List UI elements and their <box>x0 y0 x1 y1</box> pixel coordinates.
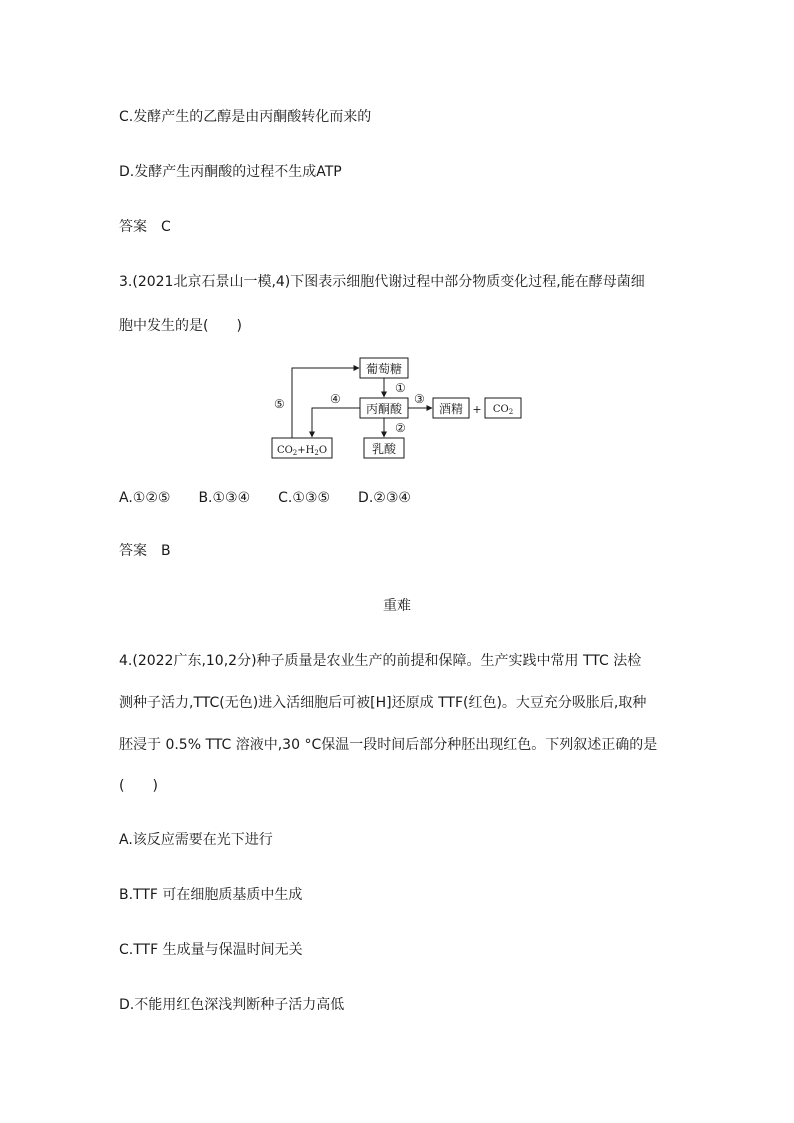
q3-option-c[interactable]: C.①③⑤ <box>278 490 331 506</box>
q4-option-a[interactable]: A.该反应需要在光下进行 <box>119 832 273 848</box>
glucose-label: 葡萄糖 <box>365 362 403 376</box>
q4-option-c[interactable]: C.TTF 生成量与保温时间无关 <box>119 942 303 958</box>
q3-answer <box>119 541 171 561</box>
pyruvate-label: 丙酮酸 <box>365 402 403 416</box>
arrow-step4 <box>312 408 360 437</box>
q3-option-b[interactable]: B.①③④ <box>198 490 251 506</box>
water-co2-label: $CO_2+H_2O$ <box>276 445 328 457</box>
q3-stem-line1: 3.(2021北京石景山一模,4)下图表示细胞代谢过程中部分物质变化过程,能在酵母菌细 <box>119 274 645 290</box>
co2-label: $CO_2$ <box>492 404 514 416</box>
step1-label: ① <box>395 381 406 395</box>
step4-label: ④ <box>330 392 341 406</box>
option-c-prev: C.发酵产生的乙醇是由丙酮酸转化而来的 <box>119 109 372 125</box>
arrow-step5 <box>292 368 359 438</box>
lactic-label: 乳酸 <box>371 442 397 456</box>
q4-stem-line1: 4.(2022广东,10,2分)种子质量是农业生产的前提和保障。生产实践中常用 TTC 法检 <box>119 653 642 669</box>
alcohol-label: 酒精 <box>438 402 464 416</box>
q3-stem-line2: 胞中发生的是( ) <box>119 318 242 334</box>
step5-label: ⑤ <box>274 397 285 411</box>
plus-sign: + <box>472 403 482 416</box>
q4-option-d[interactable]: D.不能用红色深浅判断种子活力高低 <box>119 997 345 1013</box>
q4-option-b[interactable]: B.TTF 可在细胞质基质中生成 <box>119 887 303 903</box>
co2-product-box <box>484 397 524 419</box>
answer-label: 答案 <box>119 219 147 235</box>
q4-stem-line4: ( ) <box>119 778 158 794</box>
step2-label: ② <box>395 421 406 435</box>
answer-value: C <box>161 219 171 235</box>
section-heading: 重难 <box>383 598 411 614</box>
metabolism-diagram <box>262 352 498 464</box>
q3-option-d[interactable]: D.②③④ <box>358 490 411 506</box>
q3-options <box>119 488 411 508</box>
answer-label: 答案 <box>119 543 147 559</box>
q3-option-a[interactable]: A.①②⑤ <box>119 490 171 506</box>
step3-label: ③ <box>414 392 425 406</box>
q4-stem-line3: 胚浸于 0.5% TTC 溶液中,30 °C保温一段时间后部分种胚出现红色。下列叙述正确的是 <box>119 737 658 753</box>
q4-stem-line2: 测种子活力,TTC(无色)进入活细胞后可被[H]还原成 TTF(红色)。大豆充分吸胀后,取种 <box>119 695 647 711</box>
answer-prev <box>119 217 171 237</box>
answer-value: B <box>161 543 171 559</box>
option-d-prev: D.发酵产生丙酮酸的过程不生成ATP <box>119 164 342 180</box>
